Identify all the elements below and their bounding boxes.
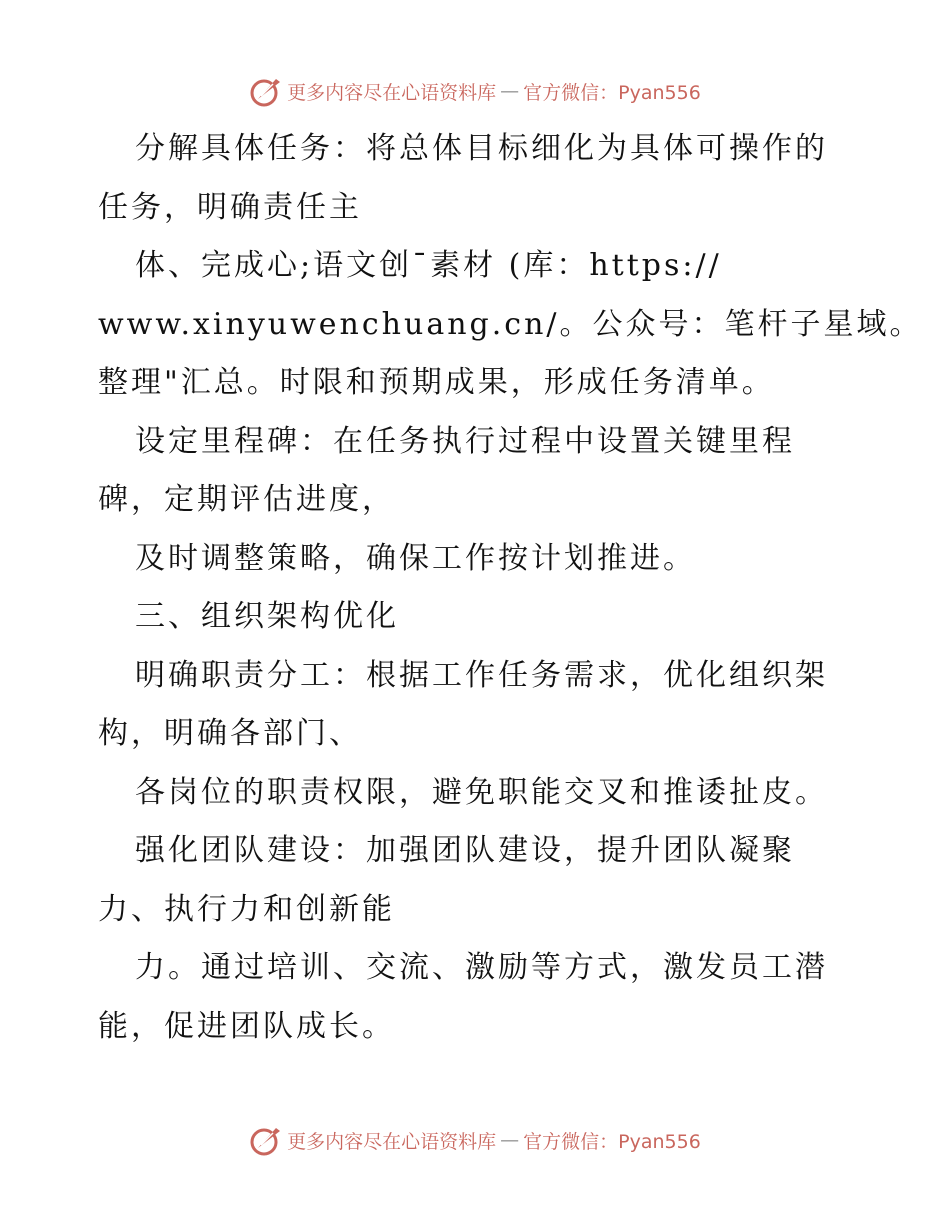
text-line: 及时调整策略，确保工作按计划推进。 — [135, 540, 696, 576]
text-line: 各岗位的职责权限，避免职能交叉和推诿扯皮。 — [135, 774, 828, 810]
document-body — [98, 120, 923, 1056]
section-heading: 三、组织架构优化 — [135, 599, 399, 634]
text-line: 强化团队建设：加强团队建设，提升团队凝聚 — [135, 833, 795, 868]
header-banner-separator: — — [500, 80, 520, 102]
text-line: 碑，定期评估进度， — [98, 482, 395, 517]
footer-banner — [0, 1120, 950, 1160]
text-line: 设定里程碑：在任务执行过程中设置关键里程 — [135, 423, 795, 459]
text-line: 力、执行力和创新能 — [98, 891, 395, 927]
footer-banner-separator: — — [500, 1129, 520, 1151]
text-line: 能，促进团队成长。 — [98, 1008, 395, 1044]
text-line: 明确职责分工：根据工作任务需求，优化组织架 — [135, 657, 828, 693]
text-line: 力。通过培训、交流、激励等方式，激发员工潜 — [135, 950, 828, 985]
text-line: www.xinyuwenchuang.cn/。公众号：笔杆子星域。 — [98, 306, 923, 342]
text-line: 分解具体任务：将总体目标细化为具体可操作的 — [135, 131, 828, 166]
header-banner-wechat: 官方微信：Pyan556 — [523, 81, 701, 104]
feather-logo-icon — [249, 74, 283, 108]
text-line: 任务，明确责任主 — [98, 189, 362, 225]
footer-banner-wechat: 官方微信：Pyan556 — [523, 1130, 701, 1153]
footer-banner-text: 更多内容尽在心语资料库 — [287, 1130, 497, 1153]
text-line: 整理"汇总。时限和预期成果，形成任务清单。 — [98, 365, 775, 400]
text-line: 体、完成心;语文创¯素材 (库：https:// — [135, 248, 722, 283]
feather-logo-icon — [249, 1123, 283, 1157]
header-banner-text: 更多内容尽在心语资料库 — [287, 81, 497, 104]
text-line: 构，明确各部门、 — [98, 716, 362, 751]
header-banner — [0, 71, 950, 111]
